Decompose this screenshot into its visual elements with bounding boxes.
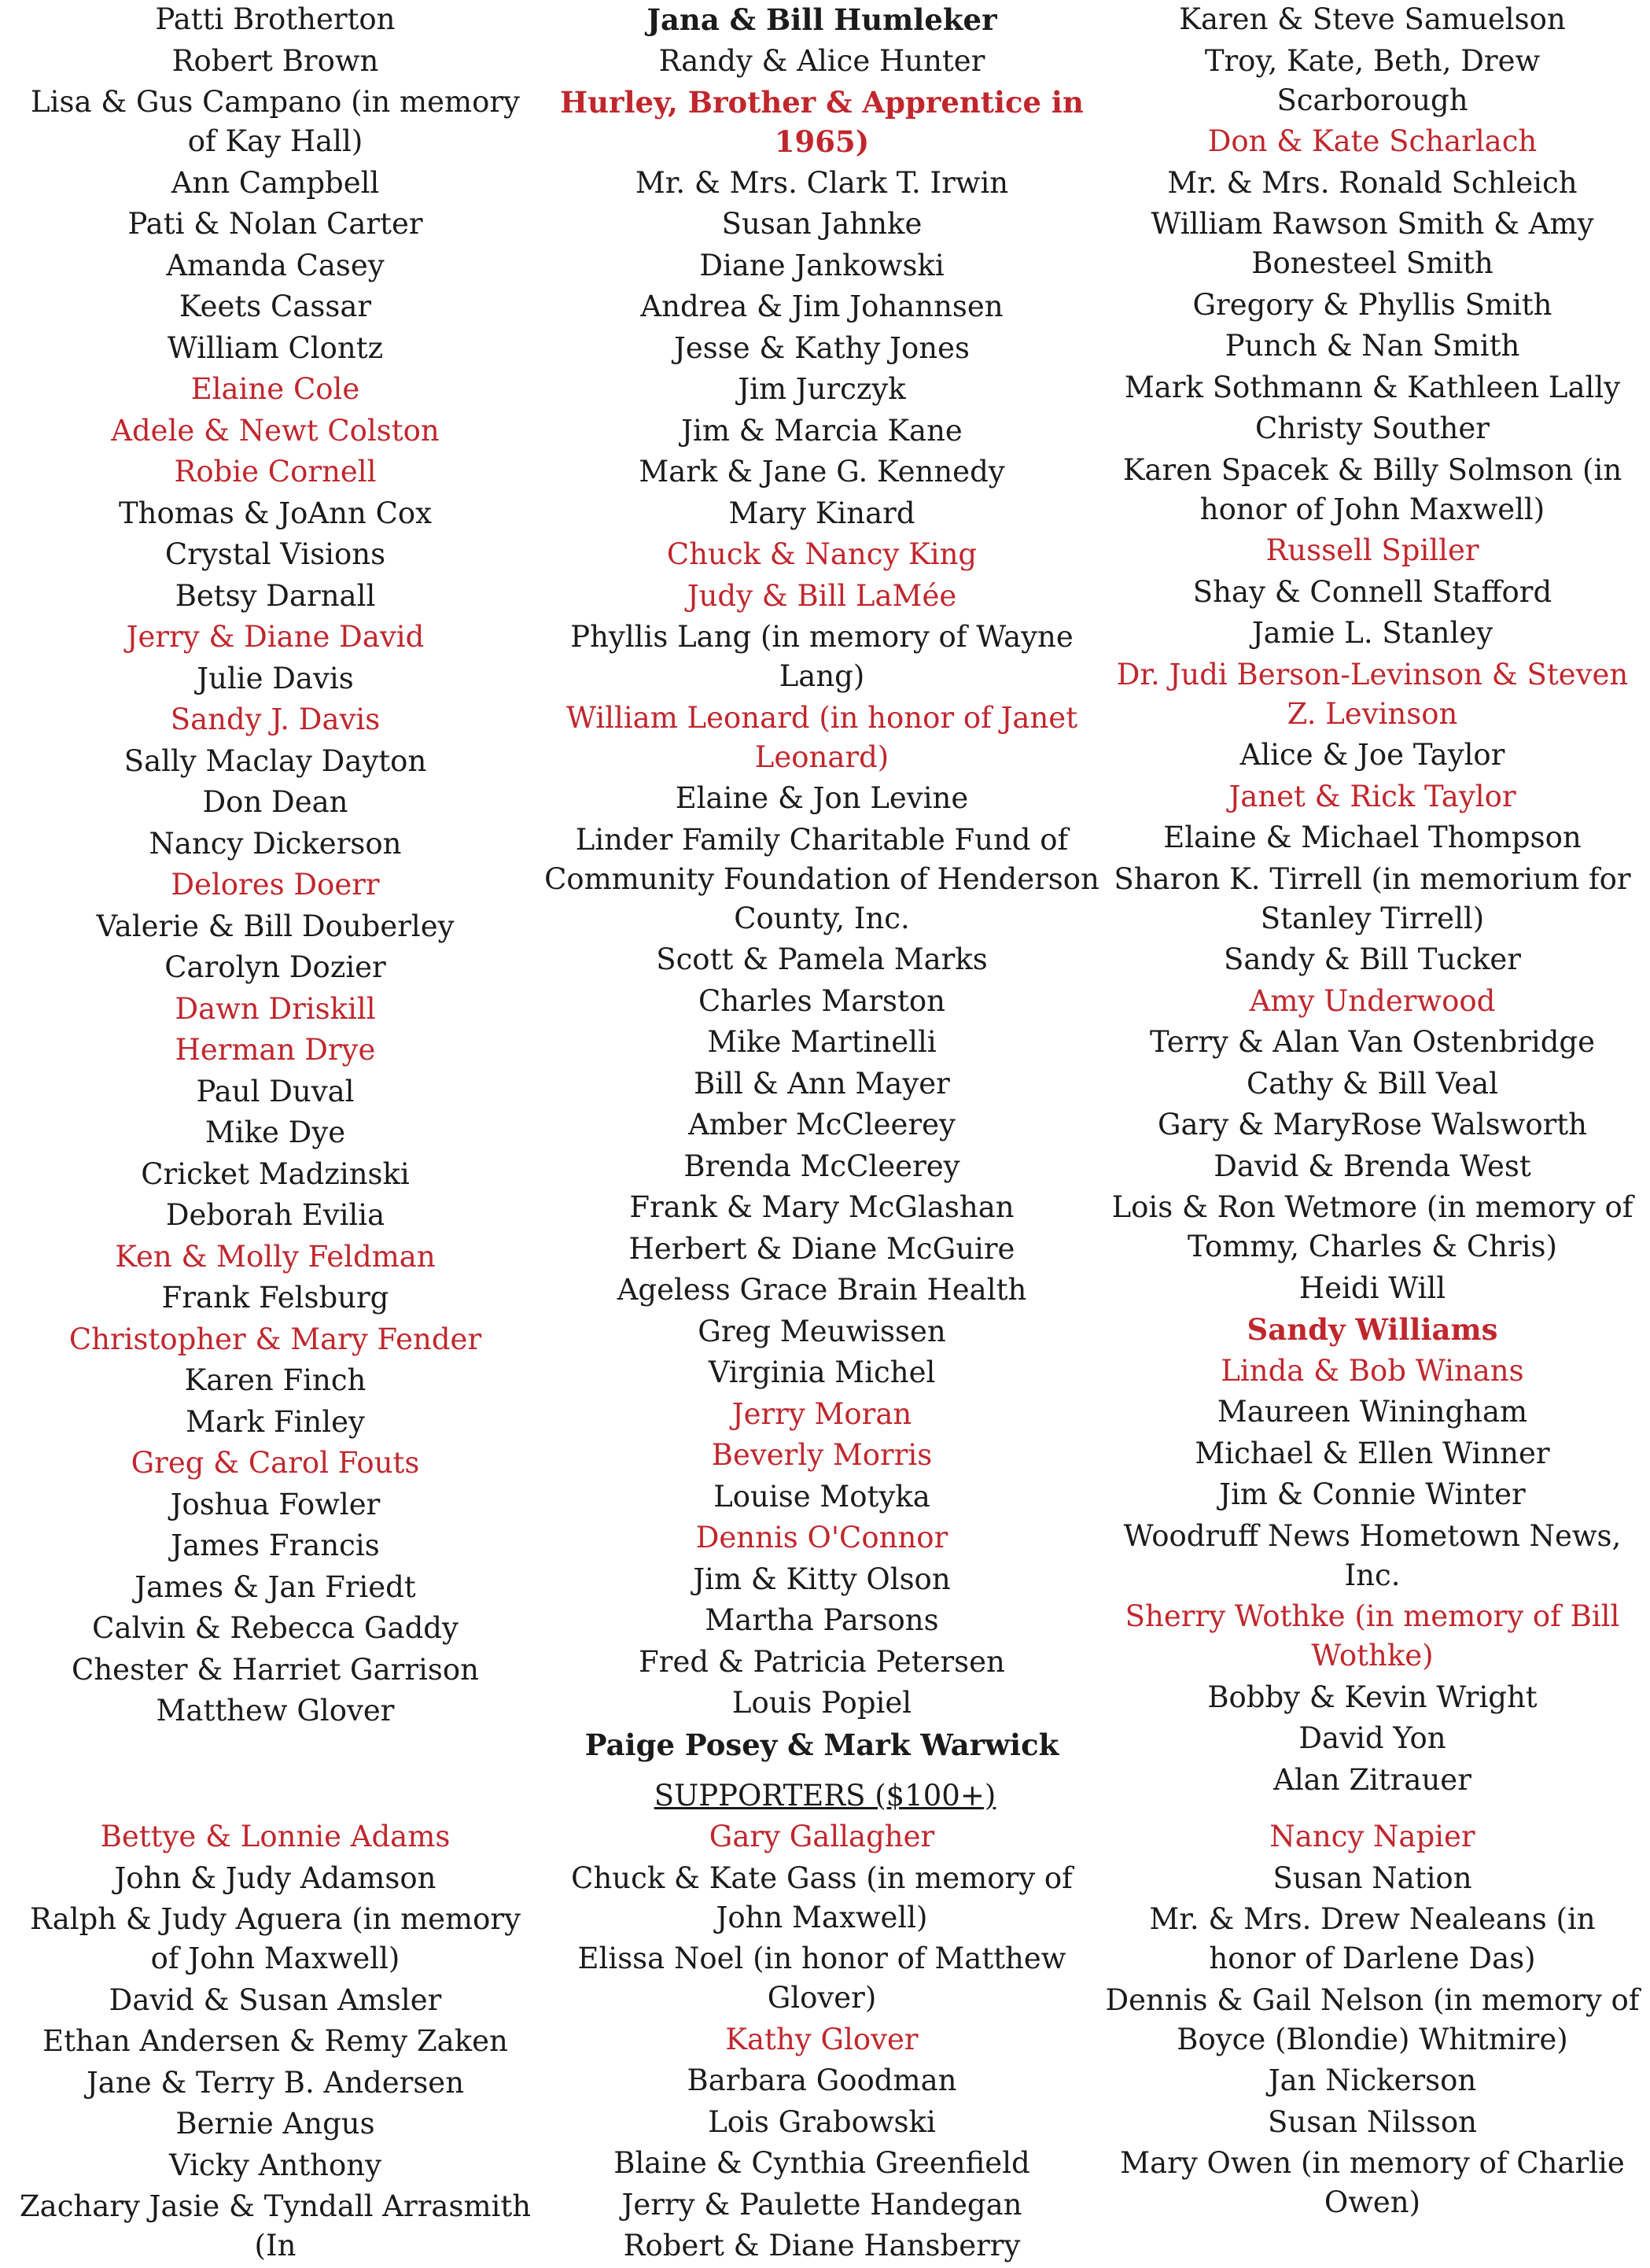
donor-name: Bill & Ann Mayer: [694, 1066, 950, 1101]
donor-name: Mike Martinelli: [707, 1025, 937, 1059]
donor-name: Pati & Nolan Carter: [127, 207, 423, 241]
donor-name: Gregory & Phyllis Smith: [1192, 287, 1552, 322]
donor-name: Adele & Newt Colston: [111, 413, 440, 448]
donor-name: Paige Posey & Mark Warwick: [584, 1727, 1059, 1762]
donor-name: Jim & Marcia Kane: [681, 413, 963, 448]
donor-name: Don Dean: [202, 785, 348, 819]
donor-name: Cathy & Bill Veal: [1247, 1066, 1498, 1101]
donor-name: Blaine & Cynthia Greenfield: [613, 2146, 1030, 2180]
donor-name: Jane & Terry B. Andersen: [86, 2065, 465, 2100]
donor-name: Jim & Connie Winter: [1219, 1477, 1526, 1511]
donor-name: Linder Family Charitable Fund of Community Foundation of Henderson County, Inc.: [544, 822, 1099, 935]
donor-name: Charles Marston: [698, 983, 945, 1018]
donor-name: Diane Jankowski: [699, 248, 945, 282]
donor-name: Robie Cornell: [174, 455, 377, 489]
donor-name: Chester & Harriet Garrison: [72, 1652, 479, 1687]
donor-name: Amber McCleerey: [688, 1108, 956, 1141]
donor-name: Gary & MaryRose Walsworth: [1157, 1108, 1587, 1141]
donor-name: Ann Campbell: [171, 165, 380, 200]
supporters-column-3: [1105, 1817, 1640, 2225]
donor-name: Jerry & Paulette Handegan: [621, 2187, 1022, 2222]
supporters-column-1: [16, 1817, 535, 2268]
donor-name: Keets Cassar: [179, 289, 372, 323]
donor-name: Maureen Winingham: [1217, 1395, 1528, 1429]
donor-name: Andrea & Jim Johannsen: [640, 289, 1004, 323]
donor-name: Mike Dye: [204, 1116, 346, 1149]
donor-name: Alice & Joe Taylor: [1239, 738, 1505, 772]
donor-name: Barbara Goodman: [687, 2063, 957, 2097]
donor-name: Betsy Darnall: [175, 578, 376, 613]
donor-name: Terry & Alan Van Ostenbridge: [1149, 1025, 1595, 1059]
donor-name: Julie Davis: [197, 661, 354, 695]
donor-name: Ethan Andersen & Remy Zaken: [42, 2024, 508, 2058]
donor-name: Ralph & Judy Aguera (in memory of John Maxwell): [29, 1902, 521, 1975]
donor-name: Elaine Cole: [190, 372, 360, 406]
donor-name: Jerry & Diane David: [126, 620, 425, 654]
donor-name: Ageless Grace Brain Health: [617, 1273, 1027, 1307]
donor-name: Phyllis Lang (in memory of Wayne Lang): [570, 620, 1074, 693]
donor-name: Elaine & Jon Levine: [675, 781, 969, 815]
donor-name: Lois & Ron Wetmore (in memory of Tommy, Charles & Chris): [1111, 1190, 1633, 1263]
donor-name: Jim Jurczyk: [738, 372, 906, 406]
donor-name: Randy & Alice Hunter: [658, 43, 985, 78]
donor-name: Greg Meuwissen: [698, 1314, 946, 1348]
donor-name: Robert Brown: [171, 43, 379, 78]
donor-name: Nancy Dickerson: [149, 826, 402, 861]
donor-name: Patti Brotherton: [155, 2, 396, 36]
donor-name: Linda & Bob Winans: [1221, 1353, 1524, 1388]
donor-name: John & Judy Adamson: [114, 1860, 436, 1895]
donor-name: Susan Nation: [1272, 1860, 1472, 1895]
donor-name: Don & Kate Scharlach: [1207, 124, 1538, 158]
donor-name: Cricket Madzinski: [141, 1156, 410, 1191]
donor-name: Mr. & Mrs. Drew Nealeans (in honor of Darlene Das): [1149, 1902, 1596, 1975]
donor-name: Lisa & Gus Campano (in memory of Kay Hall): [31, 85, 520, 158]
donor-name: Ken & Molly Feldman: [115, 1239, 436, 1274]
donor-name: Jana & Bill Humleker: [646, 2, 997, 37]
donor-name: Amanda Casey: [166, 248, 385, 282]
donor-name: Mark Sothmann & Kathleen Lally: [1124, 370, 1621, 404]
donor-name: Susan Jahnke: [721, 207, 923, 241]
donor-name: Elaine & Michael Thompson: [1163, 821, 1582, 854]
donor-name: Russell Spiller: [1265, 533, 1479, 567]
donor-name: Mr. & Mrs. Ronald Schleich: [1167, 165, 1578, 200]
donor-name: Susan Nilsson: [1268, 2104, 1477, 2139]
donor-name: Calvin & Rebecca Gaddy: [92, 1611, 459, 1645]
donor-name: William Clontz: [167, 330, 384, 365]
donor-name: Bernie Angus: [175, 2107, 375, 2141]
donor-name: Jim & Kitty Olson: [693, 1562, 951, 1596]
donor-name: Bettye & Lonnie Adams: [100, 1820, 451, 1853]
donor-name: Sally Maclay Dayton: [123, 743, 427, 778]
donor-name: Mary Kinard: [728, 496, 915, 530]
donor-name: Sandy J. Davis: [170, 703, 381, 736]
donor-name: Mary Owen (in memory of Charlie Owen): [1120, 2146, 1625, 2219]
donor-name: Dawn Driskill: [175, 991, 376, 1026]
donor-name: Frank & Mary McGlashan: [629, 1190, 1015, 1224]
donor-name: Elissa Noel (in honor of Matthew Glover): [577, 1942, 1066, 2015]
donor-name: Heidi Will: [1298, 1270, 1446, 1305]
donor-name: Woodruff News Hometown News, Inc.: [1123, 1518, 1622, 1592]
donor-name: Delores Doerr: [171, 868, 380, 902]
donor-name: Judy & Bill LaMée: [687, 578, 957, 613]
donor-name: Vicky Anthony: [169, 2148, 381, 2182]
donor-name: Zachary Jasie & Tyndall Arrasmith (In: [19, 2189, 532, 2262]
donor-name: Brenda McCleerey: [683, 1149, 960, 1183]
donor-name: Herbert & Diane McGuire: [628, 1231, 1015, 1266]
donor-name: Alan Zitrauer: [1273, 1762, 1471, 1797]
donor-name: Carolyn Dozier: [164, 950, 386, 984]
donor-name: Kathy Glover: [725, 2022, 919, 2056]
donor-name: Shay & Connell Stafford: [1192, 574, 1552, 609]
donor-name: Deborah Evilia: [165, 1198, 385, 1232]
donor-name: David & Susan Amsler: [109, 1982, 442, 2017]
donor-name: Michael & Ellen Winner: [1195, 1436, 1550, 1470]
donor-column-2: [543, 0, 1101, 1766]
donor-name: Jesse & Kathy Jones: [674, 330, 970, 365]
donor-name: Valerie & Bill Douberley: [96, 909, 455, 943]
donor-name: Karen Finch: [184, 1363, 366, 1397]
donor-name: Chuck & Kate Gass (in memory of John Maxwell): [571, 1860, 1073, 1934]
donor-column-3: [1105, 0, 1640, 1801]
donor-name: Scott & Pamela Marks: [656, 942, 988, 976]
donor-name: Lois Grabowski: [708, 2104, 936, 2139]
donor-name: Virginia Michel: [708, 1355, 936, 1389]
donor-name: Beverly Morris: [711, 1438, 933, 1472]
donor-name: Greg & Carol Fouts: [131, 1446, 420, 1480]
donor-name: Karen Spacek & Billy Solmson (in honor of John Maxwell): [1122, 452, 1622, 526]
donor-name: Nancy Napier: [1269, 1820, 1475, 1853]
donor-name: Sandy Williams: [1247, 1312, 1498, 1347]
donor-name: James & Jan Friedt: [134, 1569, 416, 1604]
donor-name: Karen & Steve Samuelson: [1179, 2, 1566, 36]
donor-name: Mark & Jane G. Kennedy: [639, 455, 1005, 489]
donor-name: Dennis & Gail Nelson (in memory of Boyce (Blondie) Whitmire): [1105, 1982, 1640, 2056]
donor-name: Troy, Kate, Beth, Drew Scarborough: [1204, 43, 1541, 117]
donor-name: David & Brenda West: [1214, 1149, 1531, 1183]
donor-name: Amy Underwood: [1249, 983, 1496, 1018]
donor-name: William Leonard (in honor of Janet Leonard): [565, 700, 1078, 774]
donor-name: Hurley, Brother & Apprentice in 1965): [560, 85, 1084, 159]
donor-name: Paul Duval: [196, 1074, 355, 1108]
donor-name: Joshua Fowler: [170, 1487, 381, 1521]
supporters-heading: SUPPORTERS ($100+): [654, 1779, 996, 1813]
donor-name: Christopher & Mary Fender: [68, 1322, 482, 1356]
donor-name: William Rawson Smith & Amy Bonesteel Smith: [1151, 207, 1594, 280]
donor-name: Frank Felsburg: [161, 1281, 389, 1315]
donor-name: Robert & Diane Hansberry: [623, 2229, 1021, 2262]
donor-name: Crystal Visions: [164, 537, 386, 571]
donor-name: Christy Souther: [1255, 411, 1490, 445]
donor-name: Gary Gallagher: [709, 1820, 935, 1853]
donor-name: Jan Nickerson: [1268, 2063, 1477, 2097]
donor-name: Sandy & Bill Tucker: [1224, 942, 1521, 976]
donor-name: Fred & Patricia Petersen: [639, 1644, 1005, 1679]
donor-name: Sharon K. Tirrell (in memorium for Stanley Tirrell): [1114, 861, 1631, 935]
donor-name: Janet & Rick Taylor: [1228, 779, 1516, 813]
donor-name: Thomas & JoAnn Cox: [118, 496, 433, 530]
donor-name: Punch & Nan Smith: [1225, 329, 1520, 363]
donor-name: Matthew Glover: [156, 1694, 395, 1728]
donor-name: Jamie L. Stanley: [1251, 616, 1493, 650]
donor-name: Sherry Wothke (in memory of Bill Wothke): [1125, 1599, 1620, 1672]
donor-name: Chuck & Nancy King: [666, 537, 978, 571]
supporters-column-2: [543, 1817, 1101, 2268]
donor-column-1: [16, 0, 535, 1733]
donor-name: Louis Popiel: [731, 1686, 912, 1720]
donor-name: David Yon: [1298, 1721, 1446, 1755]
donor-name: Dr. Judi Berson-Levinson & Steven Z. Levinson: [1116, 657, 1629, 731]
donor-name: Martha Parsons: [705, 1603, 939, 1637]
donor-name: Dennis O'Connor: [695, 1521, 948, 1554]
donor-name: Bobby & Kevin Wright: [1207, 1680, 1538, 1714]
donor-name: Mr. & Mrs. Clark T. Irwin: [635, 165, 1009, 200]
donor-name: James Francis: [171, 1529, 380, 1562]
donor-name: Jerry Moran: [731, 1396, 912, 1431]
donor-name: Mark Finley: [186, 1404, 365, 1439]
donor-name: Herman Drye: [175, 1033, 376, 1067]
donor-name: Louise Motyka: [713, 1479, 930, 1514]
